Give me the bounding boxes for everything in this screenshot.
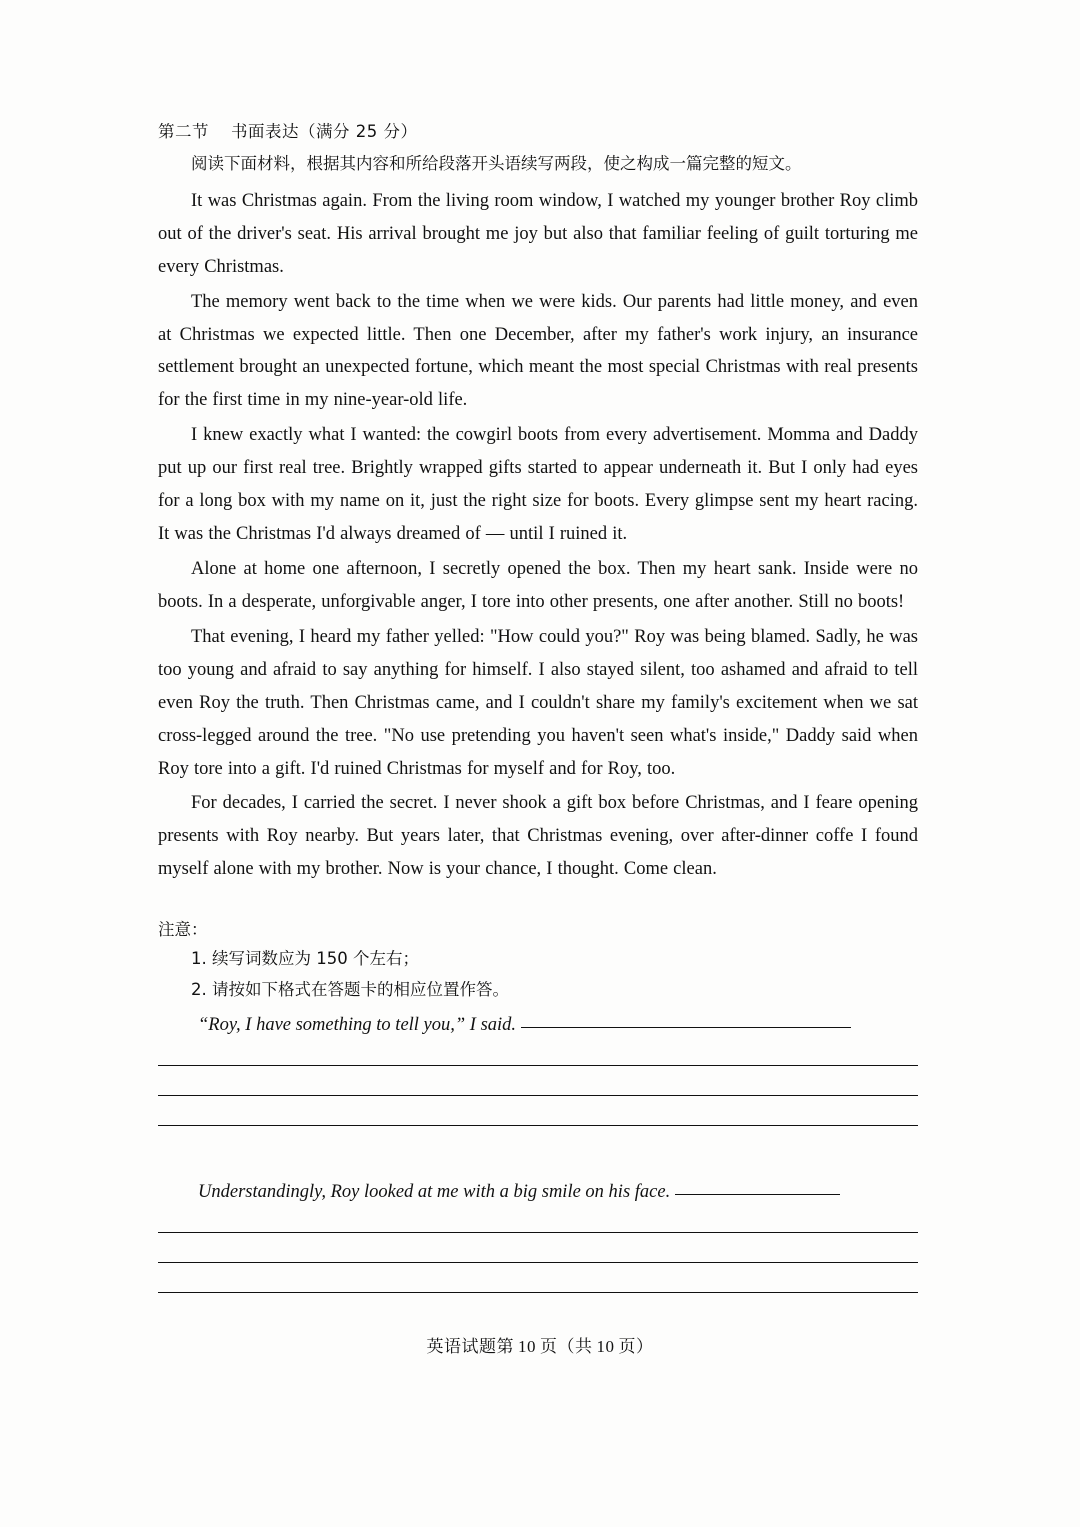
passage-paragraph-2: The memory went back to the time when we were kids. Our parents had little money, and even at Christmas we expected little. Then one December, after my father's work injury, an insurance settlement brought an unexpected fortune, which meant the most special Christmas with real presents for the first time in my nine-year-old life. bbox=[158, 291, 918, 411]
lead-sentence-2 bbox=[158, 1182, 918, 1203]
footer-total-pages: 10 bbox=[596, 1337, 615, 1356]
section-label: 第二节 bbox=[158, 122, 209, 141]
writing-block-1 bbox=[158, 1015, 918, 1126]
answer-line[interactable] bbox=[158, 1036, 918, 1066]
lead-sentence-2-text: Understandingly, Roy looked at me with a big smile on his face. bbox=[198, 1182, 671, 1203]
section-score: （满分 25 分） bbox=[299, 122, 418, 141]
passage-paragraph-5: That evening, I heard my father yelled: "How could you?" Roy was being blamed. Sadly, he was too young and afraid to say anything for himself. I also stayed silent, too ashamed and afraid to tell even Roy the truth. Then Christmas came, and I couldn't share my family's excitement when we sat cross-legged around the tree. "No use pretending you haven't seen what's inside," Daddy said when Roy tore into a gift. I'd ruined Christmas for myself and for Roy, too. bbox=[158, 626, 918, 779]
section-title: 书面表达 bbox=[231, 122, 299, 141]
section-heading bbox=[158, 118, 918, 142]
answer-rule[interactable] bbox=[675, 1194, 840, 1195]
lead-sentence-1 bbox=[158, 1015, 918, 1036]
footer-prefix: 英语试题第 bbox=[426, 1337, 514, 1357]
answer-line[interactable] bbox=[158, 1096, 918, 1126]
passage-paragraph-3: I knew exactly what I wanted: the cowgirl boots from every advertisement. Momma and Daddy put up our first real tree. Brightly wrapped gifts started to appear underneath it. But I only had eyes for a long box with my name on it, just the right size for boots. Every glimpse sent my heart racing. It was the Christmas I'd always dreamed of — until I ruined it. bbox=[158, 425, 918, 545]
footer-suffix: 页） bbox=[618, 1337, 654, 1357]
task-instruction: 阅读下面材料，根据其内容和所给段落开头语续写两段，使之构成一篇完整的短文。 bbox=[191, 154, 802, 173]
page-content bbox=[158, 118, 918, 1293]
answer-line[interactable] bbox=[158, 1203, 918, 1233]
footer-page-number: 10 bbox=[518, 1337, 536, 1356]
passage-paragraph-6: For decades, I carried the secret. I never shook a gift box before Christmas, and I feare opening presents with Roy nearby. But years later, that Christmas evening, over after-dinner coffe I found myself alone with my brother. Now is your chance, I thought. Come clean. bbox=[158, 793, 918, 880]
answer-line[interactable] bbox=[158, 1066, 918, 1096]
note-item-2: 2. 请按如下格式在答题卡的相应位置作答。 bbox=[191, 979, 509, 999]
page-footer bbox=[0, 1332, 1080, 1357]
answer-rule[interactable] bbox=[521, 1027, 851, 1028]
answer-line[interactable] bbox=[158, 1263, 918, 1293]
passage-paragraph-4: Alone at home one afternoon, I secretly opened the box. Then my heart sank. Inside were no boots. In a desperate, unforgivable anger, I tore into other presents, one after another. Still no boots! bbox=[158, 559, 918, 612]
lead-sentence-1-text: “Roy, I have something to tell you,” I said. bbox=[198, 1015, 517, 1036]
writing-block-2 bbox=[158, 1182, 918, 1293]
footer-middle: 页（共 bbox=[540, 1337, 593, 1357]
notes-title: 注意： bbox=[158, 920, 208, 940]
passage-paragraph-1: It was Christmas again. From the living room window, I watched my younger brother Roy climb out of the driver's seat. His arrival brought me joy but also that familiar feeling of guilt torturing me every Christmas. bbox=[158, 190, 918, 277]
answer-line[interactable] bbox=[158, 1233, 918, 1263]
note-item-1: 1. 续写词数应为 150 个左右； bbox=[191, 949, 419, 969]
block-spacer bbox=[158, 1126, 918, 1172]
